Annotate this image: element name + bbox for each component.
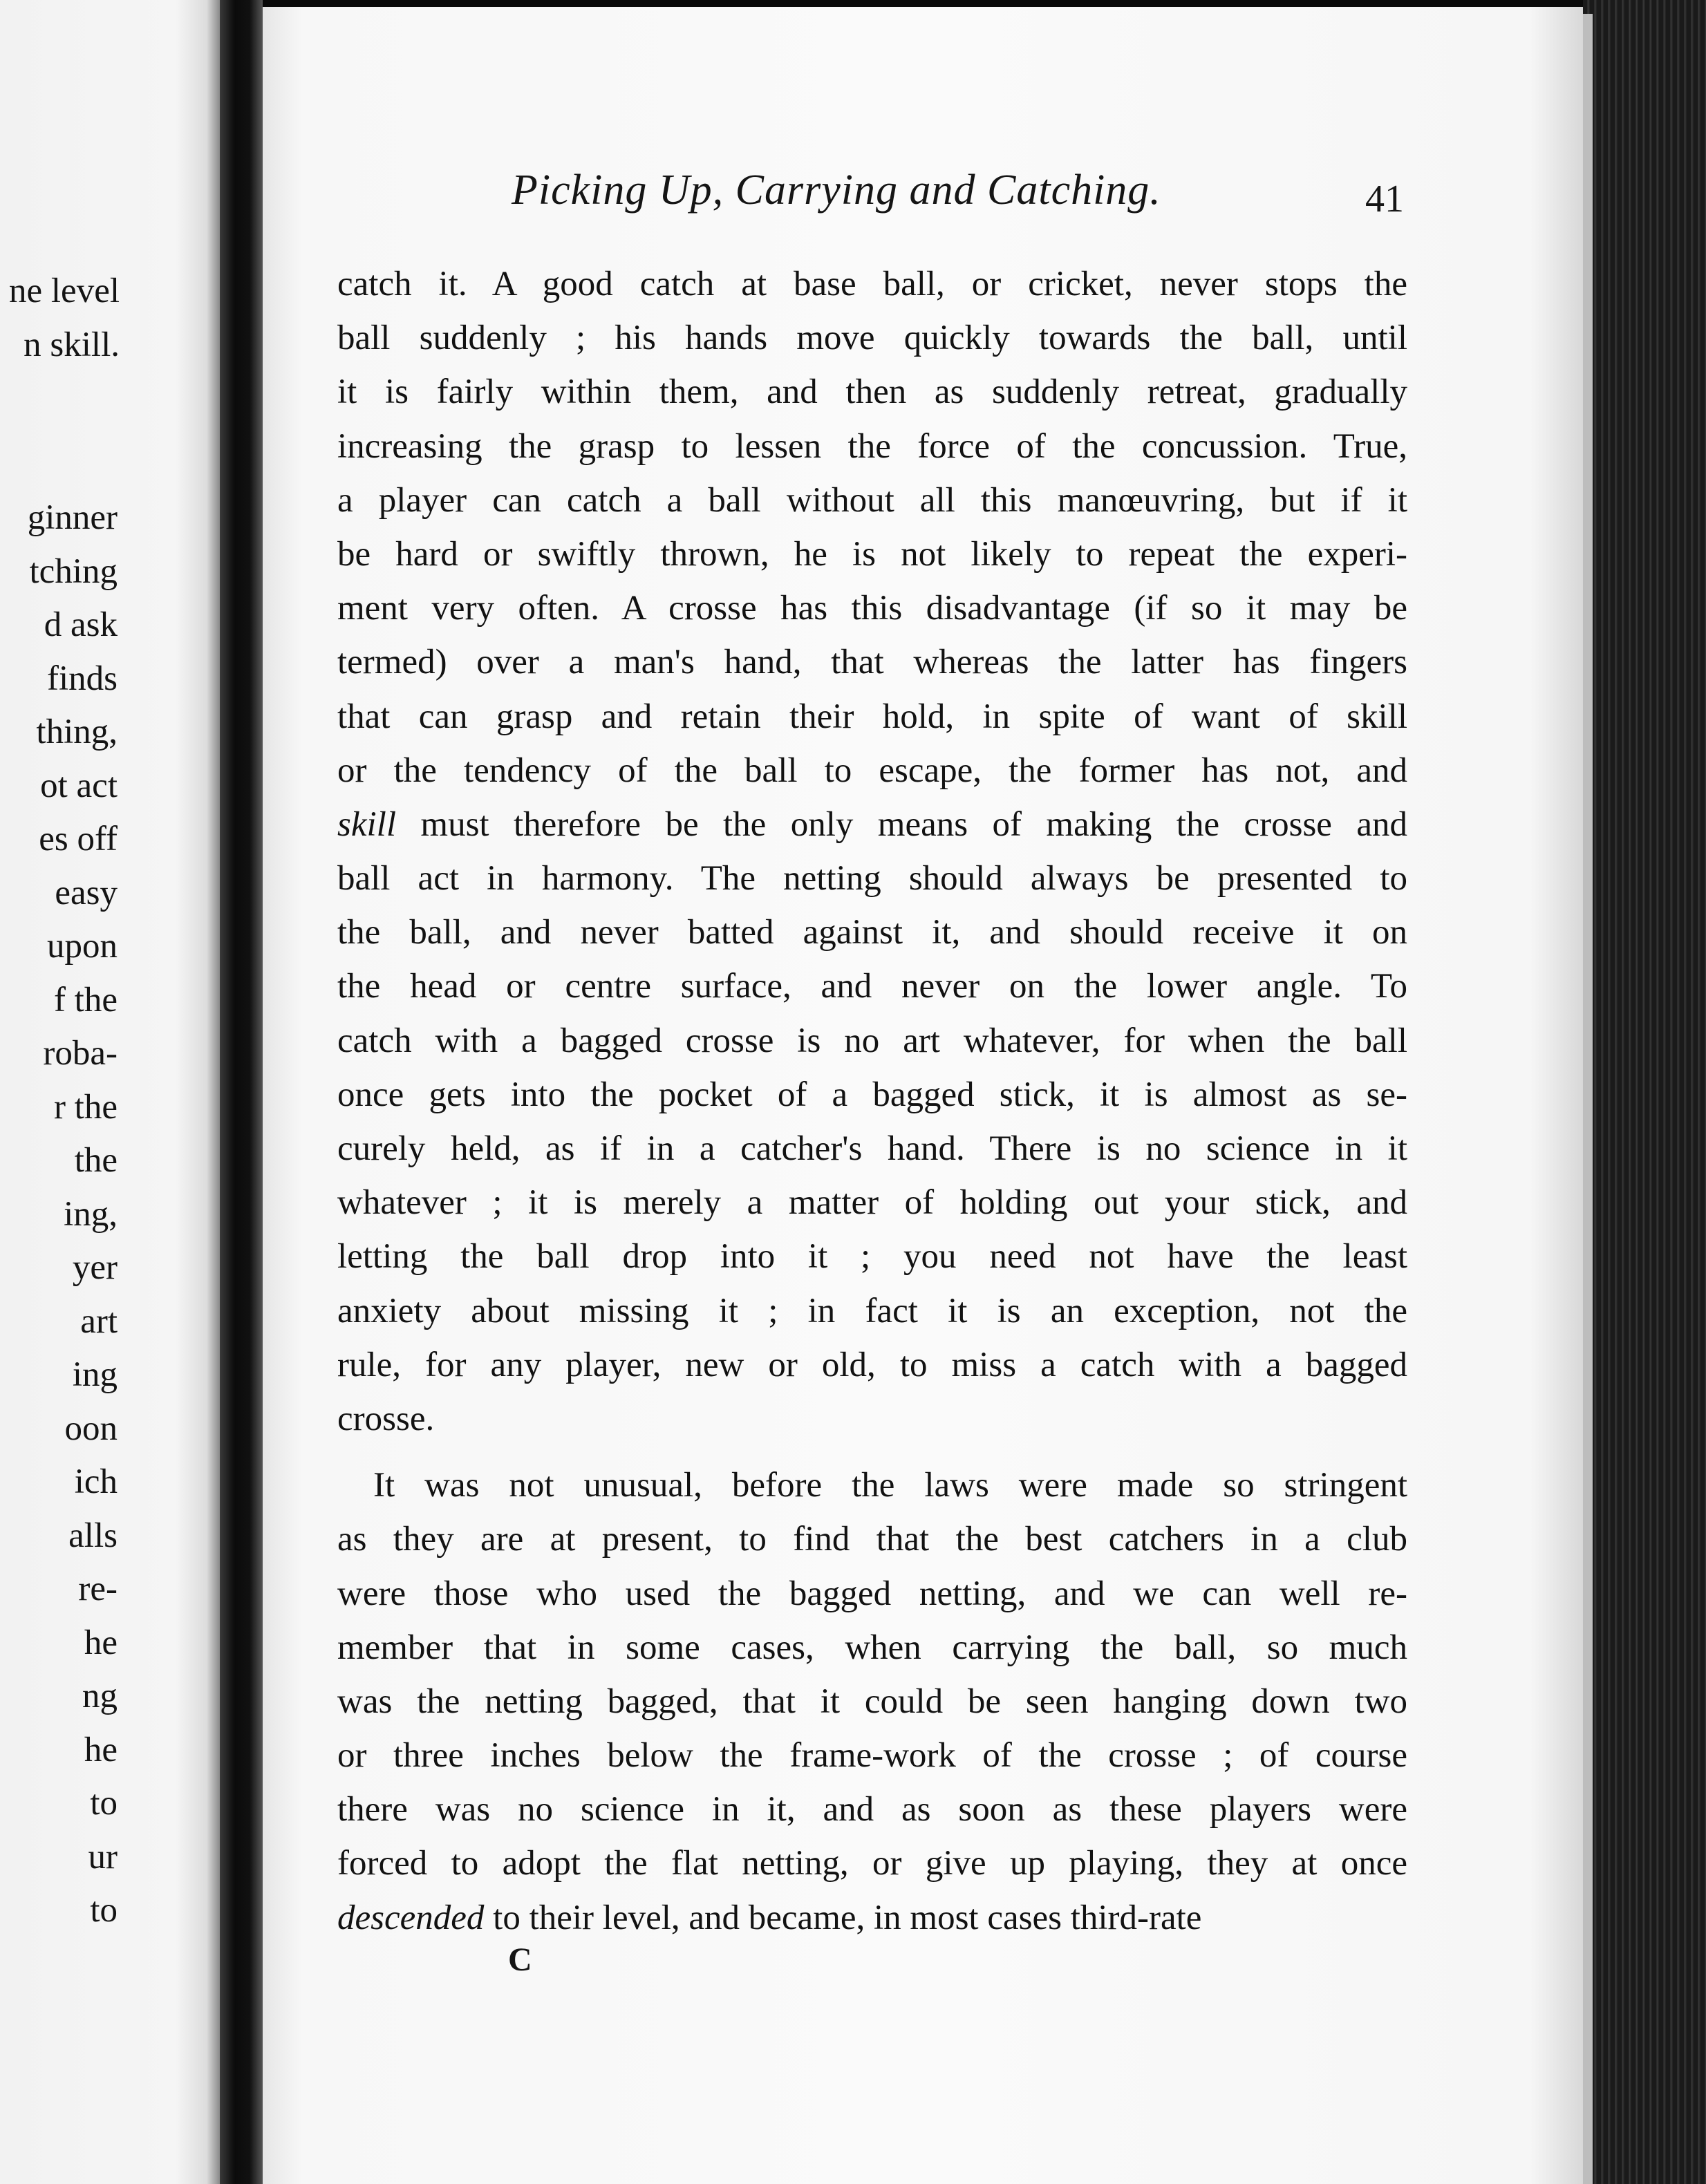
text-line: forced to adopt the flat netting, or give up playing, they at once	[337, 1844, 1407, 1883]
left-page-line: ing	[72, 1355, 118, 1394]
text-line: letting the ball drop into it ; you need not have the least	[337, 1237, 1407, 1277]
left-page-top-lines	[9, 264, 120, 372]
text-run: to their level, and became, in most cases third-rate	[484, 1898, 1202, 1937]
text-line: member that in some cases, when carrying the ball, so much	[337, 1628, 1407, 1667]
text-line: the ball, and never batted against it, and should receive it on	[337, 913, 1407, 952]
left-page-text-fragment	[0, 491, 118, 1938]
text-line	[337, 798, 1407, 851]
text-line: that can grasp and retain their hold, in spite of want of skill	[337, 697, 1407, 736]
left-page-line: ing,	[64, 1194, 118, 1234]
text-line: once gets into the pocket of a bagged stick, it is almost as se-	[337, 1075, 1407, 1114]
left-page-line: ne level	[9, 272, 120, 310]
page-edges	[1583, 0, 1706, 2184]
left-page-line: to	[90, 1784, 118, 1823]
left-page-line: alls	[68, 1516, 118, 1555]
left-facing-page	[0, 0, 220, 2184]
left-page-line: art	[80, 1301, 118, 1341]
left-page-line: tching	[29, 552, 118, 591]
left-page-line: ich	[74, 1462, 118, 1501]
left-page-line: finds	[47, 659, 118, 698]
left-page-line: roba-	[43, 1034, 118, 1073]
text-line: rule, for any player, new or old, to miss a catch with a bagged	[337, 1345, 1407, 1384]
italic-word: descended	[337, 1898, 485, 1937]
left-page-line: oon	[64, 1409, 118, 1448]
text-line: curely held, as if in a catcher's hand. There is no science in it	[337, 1129, 1407, 1168]
text-line	[337, 1891, 1407, 1945]
left-page-line: d ask	[44, 605, 118, 644]
left-page-line: ng	[82, 1677, 118, 1715]
left-page-line: he	[84, 1730, 118, 1769]
signature-mark: C	[508, 1941, 532, 1978]
left-page-line: ur	[88, 1837, 118, 1876]
left-page-line: ginner	[27, 498, 118, 537]
text-line: there was no science in it, and as soon as these players were	[337, 1790, 1407, 1829]
paragraph-2	[337, 1458, 1407, 1945]
text-line: crosse.	[337, 1399, 435, 1438]
text-line: was the netting bagged, that it could be seen hanging down two	[337, 1682, 1407, 1721]
text-line: It was not unusual, before the laws were made so stringent	[373, 1466, 1407, 1505]
book-gutter	[220, 0, 263, 2184]
left-page-line: n skill.	[24, 326, 120, 364]
left-page-line: he	[84, 1623, 118, 1662]
text-line: were those who used the bagged netting, and we can well re-	[337, 1574, 1407, 1613]
running-head: Picking Up, Carrying and Catching.	[512, 167, 1161, 214]
text-line: a player can catch a ball without all this manœuvring, but if it	[337, 480, 1407, 520]
page-edge-highlight	[1583, 14, 1593, 2184]
left-page-line: ot act	[40, 766, 118, 805]
text-line: catch it. A good catch at base ball, or cricket, never stops the	[337, 265, 1407, 303]
text-run: must therefore be the only means of making the crosse and	[396, 804, 1407, 844]
text-line: ment very often. A crosse has this disadvantage (if so it may be	[337, 589, 1407, 628]
text-line: anxiety about missing it ; in fact it is an exception, not the	[337, 1291, 1407, 1330]
left-page-line: r the	[53, 1087, 118, 1127]
left-page-line: re-	[78, 1570, 118, 1608]
text-line: it is fairly within them, and then as suddenly retreat, gradually	[337, 373, 1407, 412]
italic-word: skill	[337, 804, 396, 844]
text-line: catch with a bagged crosse is no art whatever, for when the ball	[337, 1021, 1407, 1060]
left-page-line: to	[90, 1891, 118, 1930]
paragraph-gap	[337, 1446, 1407, 1458]
left-page-line: es off	[39, 820, 118, 858]
left-page-line: upon	[47, 927, 118, 966]
text-line: or three inches below the frame-work of the crosse ; of course	[337, 1736, 1407, 1776]
text-line: or the tendency of the ball to escape, the former has not, and	[337, 751, 1407, 790]
left-page-line: thing,	[36, 713, 118, 751]
text-line: be hard or swiftly thrown, he is not likely to repeat the experi-	[337, 534, 1407, 574]
paragraph-1	[337, 257, 1407, 1446]
left-page-line: f the	[53, 980, 118, 1019]
left-page-line: easy	[55, 873, 118, 912]
body-text	[337, 257, 1407, 1945]
text-line: as they are at present, to find that the best catchers in a club	[337, 1520, 1407, 1559]
text-line: whatever ; it is merely a matter of holding out your stick, and	[337, 1183, 1407, 1223]
text-line: ball act in harmony. The netting should always be presented to	[337, 859, 1407, 898]
page-number: 41	[1365, 178, 1404, 220]
left-page-line: yer	[72, 1248, 118, 1287]
left-page-line: the	[74, 1141, 118, 1180]
text-line: increasing the grasp to lessen the force of the concussion. True,	[337, 426, 1407, 466]
text-line: termed) over a man's hand, that whereas the latter has fingers	[337, 643, 1407, 682]
text-line: ball suddenly ; his hands move quickly towards the ball, until	[337, 319, 1407, 358]
text-line: the head or centre surface, and never on the lower angle. To	[337, 967, 1407, 1006]
